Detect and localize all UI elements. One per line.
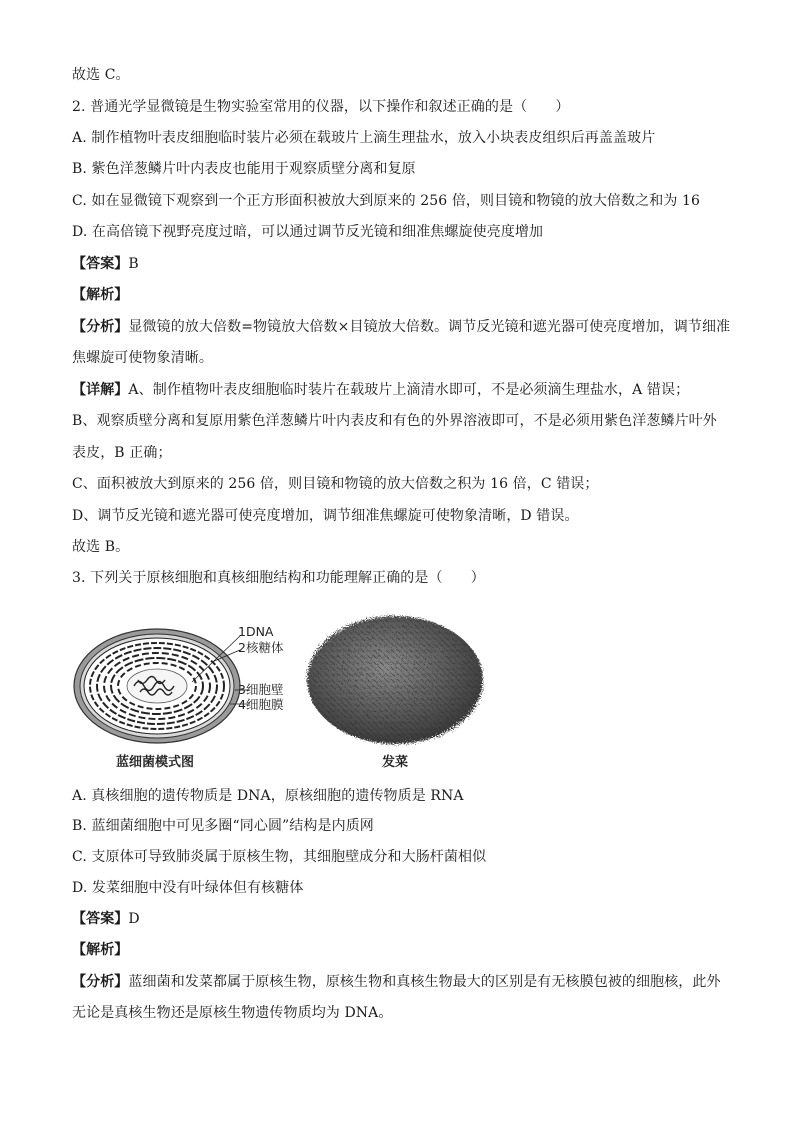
answer-value: B bbox=[128, 256, 139, 272]
analysis-2-line-2: 焦螺旋可使物象清晰。 bbox=[72, 350, 213, 366]
caption-nostoc: 发菜 bbox=[382, 755, 409, 770]
text-line: 故选 C。 bbox=[72, 67, 130, 83]
answer-tag: 【答案】 bbox=[72, 911, 129, 927]
question-3-figure bbox=[72, 610, 492, 780]
question-2-option-b: B. 紫色洋葱鳞片叶内表皮也能用于观察质壁分离和复原 bbox=[72, 161, 416, 177]
question-2-option-a: A. 制作植物叶表皮细胞临时装片必须在载玻片上滴生理盐水，放入小块表皮组织后再盖盖玻片 bbox=[72, 130, 656, 146]
question-3-option-b: B. 蓝细菌细胞中可见多圈“同心圆”结构是内质网 bbox=[72, 818, 374, 834]
question-2-option-c: C. 如在显微镜下观察到一个正方形面积被放大到原来的 256 倍，则目镜和物镜的放大倍数之和为 16 bbox=[72, 193, 700, 209]
caption-cyanobacteria: 蓝细菌模式图 bbox=[116, 755, 195, 770]
analysis-tag: 【分析】 bbox=[72, 974, 129, 990]
analysis-tag: 【分析】 bbox=[72, 319, 129, 335]
cyanobacteria-diagram bbox=[72, 622, 262, 747]
detail-2-line-c: C、面积被放大到原来的 256 倍，则目镜和物镜的放大倍数之积为 16 倍，C 错误； bbox=[72, 476, 599, 492]
analysis-text: 蓝细菌和发菜都属于原核生物，原核生物和真核生物最大的区别是有无核膜包被的细胞核，此外 bbox=[128, 974, 721, 990]
question-3-stem: 3. 下列关于原核细胞和真核细胞结构和功能理解正确的是（ ） bbox=[72, 570, 485, 586]
explanation-tag-3: 【解析】 bbox=[72, 942, 129, 958]
label-ribosome: 2核糖体 bbox=[238, 640, 284, 655]
conclusion-2: 故选 B。 bbox=[72, 539, 130, 555]
question-3-option-d: D. 发菜细胞中没有叶绿体但有核糖体 bbox=[72, 880, 304, 896]
question-3-option-a: A. 真核细胞的遗传物质是 DNA，原核细胞的遗传物质是 RNA bbox=[72, 788, 464, 804]
answer-value: D bbox=[128, 911, 140, 927]
analysis-text: 显微镜的放大倍数=物镜放大倍数×目镜放大倍数。调节反光镜和遮光器可使亮度增加，调节细准 bbox=[128, 319, 731, 335]
question-2-option-d: D. 在高倍镜下视野亮度过暗，可以通过调节反光镜和细准焦螺旋使亮度增加 bbox=[72, 224, 544, 240]
analysis-3-line-1 bbox=[72, 972, 721, 992]
question-3-option-c: C. 支原体可导致肺炎属于原核生物，其细胞壁成分和大肠杆菌相似 bbox=[72, 849, 487, 865]
answer-tag: 【答案】 bbox=[72, 256, 129, 272]
analysis-3-line-2: 无论是真核生物还是原核生物遗传物质均为 DNA。 bbox=[72, 1005, 393, 1021]
detail-tag: 【详解】 bbox=[72, 382, 129, 398]
detail-2-line-a bbox=[72, 380, 689, 400]
detail-2-line-b2: 表皮，B 正确； bbox=[72, 445, 172, 461]
explanation-tag-2: 【解析】 bbox=[72, 287, 129, 303]
detail-text: A、制作植物叶表皮细胞临时装片在载玻片上滴清水即可，不是必须滴生理盐水，A 错误； bbox=[128, 382, 690, 398]
detail-2-line-b1: B、观察质壁分离和复原用紫色洋葱鳞片叶内表皮和有色的外界溶液即可，不是必须用紫色洋葱鳞片叶外 bbox=[72, 413, 717, 429]
label-dna: 1DNA bbox=[238, 624, 274, 639]
nostoc-image bbox=[300, 612, 490, 747]
answer-3 bbox=[72, 909, 140, 929]
question-2-stem: 2. 普通光学显微镜是生物实验室常用的仪器，以下操作和叙述正确的是（ ） bbox=[72, 99, 570, 115]
answer-2 bbox=[72, 254, 139, 274]
analysis-2-line-1 bbox=[72, 317, 730, 337]
label-cell-membrane: 4细胞膜 bbox=[238, 697, 284, 712]
detail-2-line-d: D、调节反光镜和遮光器可使亮度增加，调节细准焦螺旋可使物象清晰，D 错误。 bbox=[72, 508, 579, 524]
label-cell-wall: 3细胞壁 bbox=[238, 682, 284, 697]
